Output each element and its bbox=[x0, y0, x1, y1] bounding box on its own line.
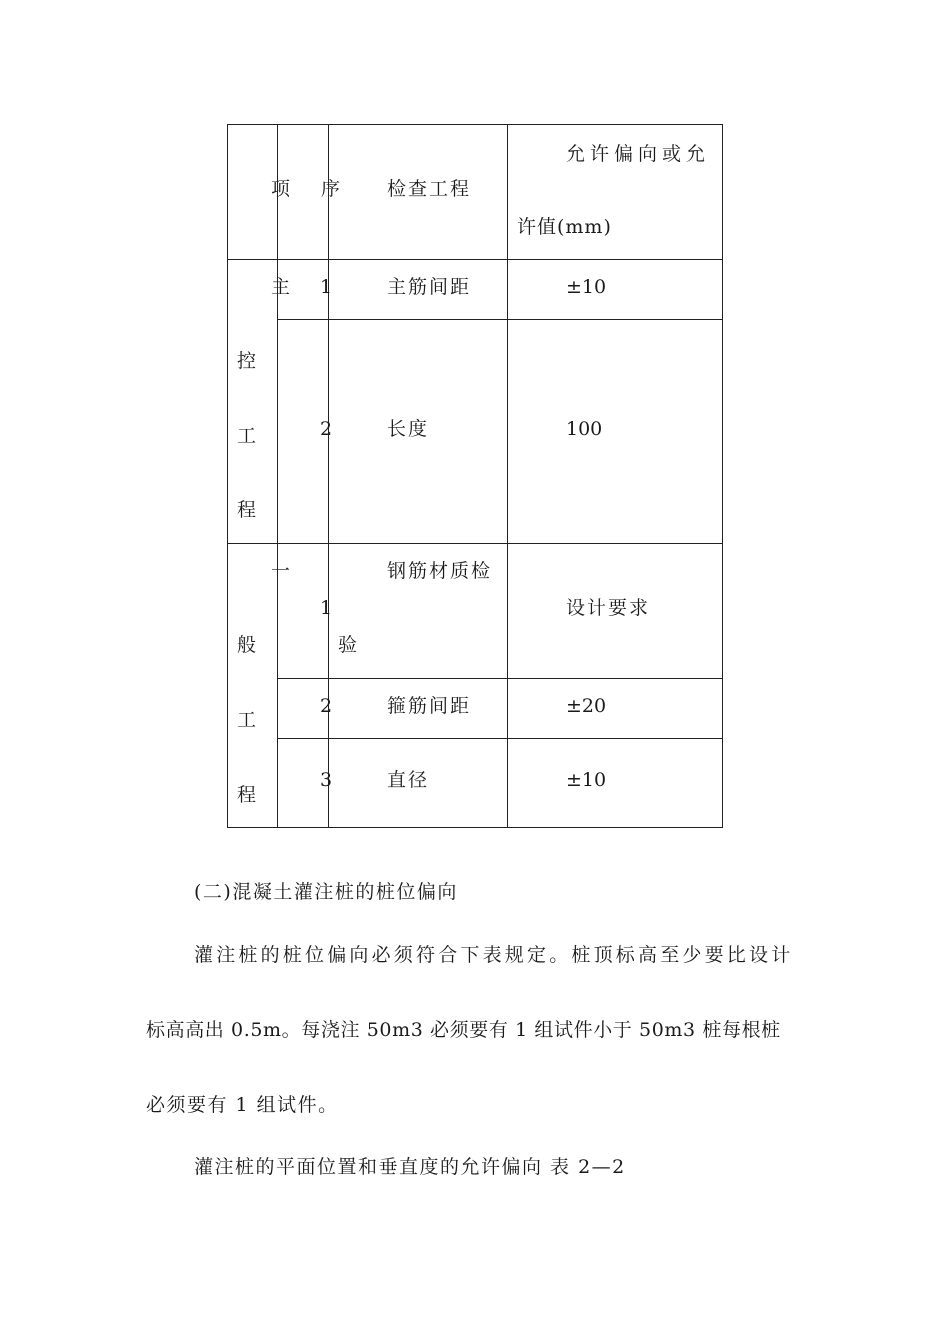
row-check-item: 长度 bbox=[387, 418, 430, 440]
table-row-divider bbox=[277, 678, 723, 679]
section-heading: (二)混凝土灌注桩的桩位偏向 bbox=[194, 881, 458, 903]
row-allowance: 100 bbox=[566, 418, 603, 440]
row-seq: 2 bbox=[320, 695, 333, 717]
group-label-general: 一 bbox=[271, 560, 293, 582]
row-check-item: 钢筋材质检 bbox=[387, 560, 493, 582]
table-border-left bbox=[227, 124, 228, 828]
table-caption: 灌注桩的平面位置和垂直度的允许偏向 表 2—2 bbox=[194, 1156, 626, 1178]
table-header-bottom bbox=[227, 259, 723, 260]
table-row-divider bbox=[277, 319, 723, 320]
row-seq: 1 bbox=[320, 597, 333, 619]
group-label-main: 程 bbox=[237, 499, 259, 521]
paragraph-line: 必须要有 1 组试件。 bbox=[146, 1094, 339, 1116]
row-allowance: 设计要求 bbox=[566, 597, 651, 619]
group-label-general: 程 bbox=[237, 784, 259, 806]
table-border-bottom bbox=[227, 827, 723, 828]
table-border-right bbox=[722, 124, 723, 828]
row-allowance: ±10 bbox=[566, 769, 607, 791]
group-label-main: 主 bbox=[271, 276, 293, 298]
row-check-item: 箍筋间距 bbox=[387, 695, 472, 717]
group-label-main: 工 bbox=[237, 425, 259, 447]
row-check-item: 主筋间距 bbox=[387, 276, 472, 298]
row-seq: 3 bbox=[320, 769, 333, 791]
header-seq: 序 bbox=[321, 178, 343, 200]
group-label-general: 般 bbox=[237, 634, 259, 656]
row-check-item-cont: 验 bbox=[338, 634, 360, 656]
table-row-divider bbox=[277, 738, 723, 739]
header-check-item: 检查工程 bbox=[387, 178, 472, 200]
paragraph-line: 灌注桩的桩位偏向必须符合下表规定。桩顶标高至少要比设计 bbox=[194, 944, 794, 966]
row-seq: 1 bbox=[320, 276, 333, 298]
row-allowance: ±20 bbox=[566, 695, 607, 717]
group-label-main: 控 bbox=[237, 350, 259, 372]
table-divider-item bbox=[507, 124, 508, 828]
table-divider-seq bbox=[328, 124, 329, 828]
header-allowance-line2: 许值(mm) bbox=[517, 216, 612, 238]
header-item: 项 bbox=[271, 178, 293, 200]
row-allowance: ±10 bbox=[566, 276, 607, 298]
table-border-top bbox=[227, 124, 723, 125]
row-check-item: 直径 bbox=[387, 769, 430, 791]
header-allowance-line1: 允许偏向或允 bbox=[566, 143, 711, 165]
group-label-general: 工 bbox=[237, 709, 259, 731]
row-seq: 2 bbox=[320, 418, 333, 440]
table-divider-group bbox=[277, 124, 278, 828]
paragraph-line: 标高高出 0.5m。每浇注 50m3 必须要有 1 组试件小于 50m3 桩每根桩 bbox=[146, 1019, 781, 1041]
table-group-divider bbox=[227, 543, 723, 544]
